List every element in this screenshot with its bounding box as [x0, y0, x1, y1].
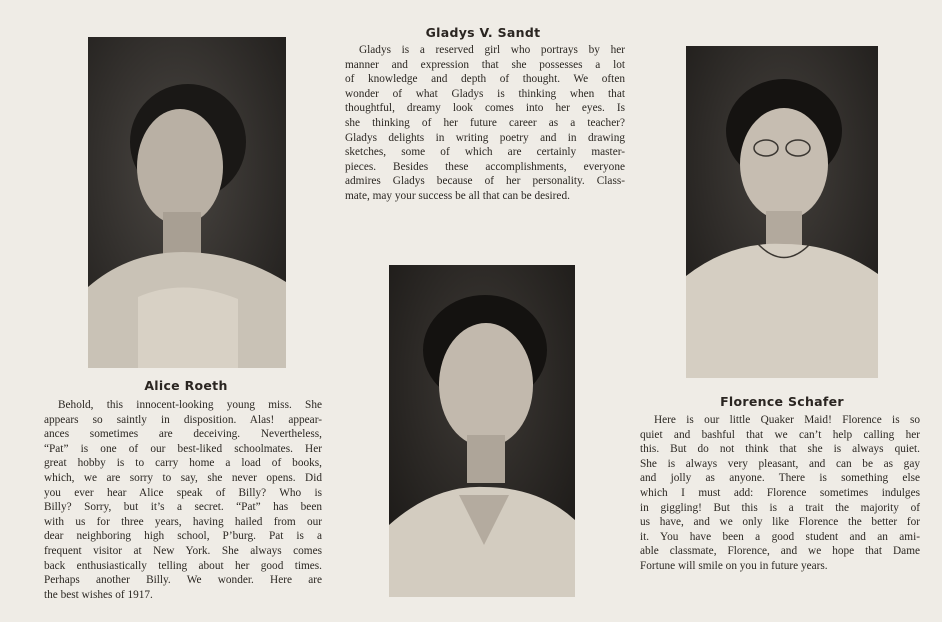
- bio-line: pieces. Besides these accomplishments, everyone: [345, 160, 625, 173]
- bio-line: able classmate, Florence, and we hope that Dame: [640, 545, 920, 558]
- bio-line: of knowledge and depth of thought. We often: [345, 73, 625, 86]
- bio-line: Fortune will smile on you in future years.: [640, 559, 828, 572]
- bio-line: Gladys is a reserved girl who portrays by her: [359, 44, 625, 56]
- bio-line: appears so saintly in disposition. Alas! appear-: [44, 413, 322, 426]
- bio-line: “Pat” is one of our best-liked schoolmates. Her: [44, 442, 322, 455]
- bio-line: She is always very pleasant, and can be as gay: [640, 457, 920, 470]
- bio-line: thoughtful, dreamy look comes into her eyes. Is: [345, 102, 625, 115]
- bio-line: it. You have been a good student and an ami-: [640, 530, 920, 543]
- bio-line: with us for three years, having hailed from our: [44, 515, 322, 528]
- bio-line: us have, and we only like Florence the better for: [640, 516, 920, 529]
- gladys-sandt-name: Gladys V. Sandt: [425, 25, 541, 40]
- florence-schafer-bio: [640, 413, 920, 574]
- bio-line: dear neighboring high school, P’burg. Pat is a: [44, 530, 322, 543]
- alice-roeth-name: Alice Roeth: [144, 378, 228, 393]
- bio-line: this. But do not think that she is always quiet.: [640, 443, 920, 456]
- bio-line: she thinking of her future career as a teacher?: [345, 116, 625, 129]
- bio-line: mate, may your success be all that can be desired.: [345, 189, 570, 202]
- bio-line: great hobby is to carry home a load of books,: [44, 457, 322, 470]
- bio-line: and jolly as anyone. There is something else: [640, 472, 920, 485]
- bio-line: Behold, this innocent-looking young miss. She: [58, 399, 322, 411]
- florence-schafer-name: Florence Schafer: [720, 394, 844, 409]
- bio-line: sketches, some of which are certainly master-: [345, 146, 625, 159]
- bio-line: Here is our little Quaker Maid! Florence is so: [654, 414, 920, 426]
- bio-line: the best wishes of 1917.: [44, 588, 153, 601]
- bio-line: Perhaps another Billy. We wonder. Here are: [44, 574, 322, 587]
- florence-schafer-portrait: [686, 46, 878, 378]
- bio-line: you ever hear Alice speak of Billy? Who is: [44, 486, 322, 499]
- bio-line: which, we are sorry to say, she never opens. Did: [44, 471, 322, 484]
- bio-line: Gladys delights in writing poetry and in drawing: [345, 131, 625, 144]
- bio-line: back enthusiastically telling about her good times.: [44, 559, 322, 572]
- bio-line: which I must add: Florence sometimes indulges: [640, 486, 920, 499]
- gladys-sandt-bio: [345, 43, 625, 204]
- alice-roeth-portrait: [88, 37, 286, 368]
- bio-line: admires Gladys because of her personality. Class-: [345, 175, 625, 188]
- bio-line: wonder of what Gladys is thinking when that: [345, 87, 625, 100]
- bio-line: frequent visitor at New York. She always comes: [44, 544, 322, 557]
- bio-line: ances sometimes are deceiving. Nevertheless,: [44, 428, 322, 441]
- bio-line: in giggling! But this is a trait the majority of: [640, 501, 920, 514]
- bio-line: manner and expression that she possesses a lot: [345, 58, 625, 71]
- bio-line: quiet and bashful that we can’t help calling her: [640, 428, 920, 441]
- alice-roeth-bio: [44, 398, 322, 602]
- bio-line: Billy? Sorry, but it’s a secret. “Pat” has been: [44, 501, 322, 514]
- gladys-sandt-portrait: [389, 265, 575, 597]
